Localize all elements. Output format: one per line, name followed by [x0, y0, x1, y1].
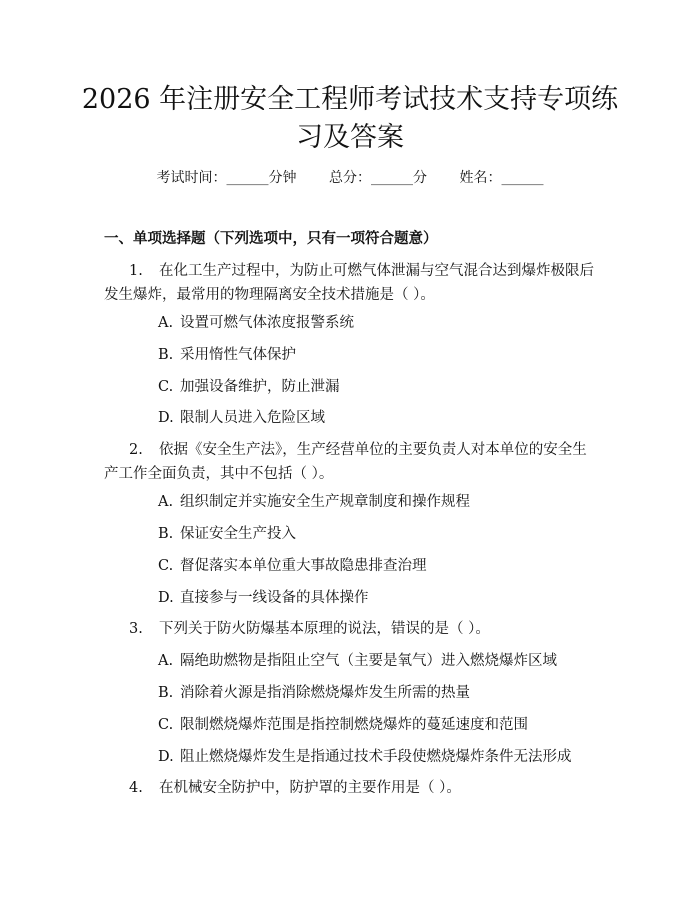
- option-3b: B. 消除着火源是指消除燃烧爆炸发生所需的热量: [158, 685, 470, 701]
- option-1d: D. 限制人员进入危险区域: [158, 410, 325, 426]
- exam-meta: [0, 168, 700, 188]
- option-1b: B. 采用惰性气体保护: [158, 347, 296, 363]
- question-number: 2.: [129, 442, 143, 458]
- question-3: [104, 617, 600, 641]
- question-stem: 在化工生产过程中，为防止可燃气体泄漏与空气混合达到爆炸极限后发生爆炸，最常用的物理隔离安全技术措施是（ ）。: [104, 263, 594, 303]
- question-stem: 依据《安全生产法》，生产经营单位的主要负责人对本单位的安全生产工作全面负责，其中不包括（ ）。: [104, 442, 587, 482]
- option-3a: A. 隔绝助燃物是指阻止空气（主要是氧气）进入燃烧爆炸区域: [158, 653, 557, 669]
- question-1: [104, 259, 600, 307]
- section-heading: 一、单项选择题（下列选项中，只有一项符合题意）: [104, 231, 438, 247]
- question-number: 4.: [129, 780, 143, 796]
- question-stem: 下列关于防火防爆基本原理的说法，错误的是（ ）。: [159, 621, 490, 637]
- question-number: 3.: [129, 621, 143, 637]
- option-2b: B. 保证安全生产投入: [158, 526, 296, 542]
- exam-total-score: 总分：______分: [329, 170, 427, 186]
- exam-time: 考试时间：______分钟: [156, 170, 297, 186]
- option-3d: D. 阻止燃烧爆炸发生是指通过技术手段使燃烧爆炸条件无法形成: [158, 749, 572, 765]
- option-2a: A. 组织制定并实施安全生产规章制度和操作规程: [158, 494, 470, 510]
- question-stem: 在机械安全防护中，防护罩的主要作用是（ ）。: [159, 780, 461, 796]
- option-1a: A. 设置可燃气体浓度报警系统: [158, 315, 354, 331]
- option-3c: C. 限制燃烧爆炸范围是指控制燃烧爆炸的蔓延速度和范围: [158, 717, 528, 733]
- question-2: [104, 438, 600, 486]
- question-number: 1.: [129, 263, 143, 279]
- question-4: [104, 776, 600, 800]
- option-1c: C. 加强设备维护，防止泄漏: [158, 379, 340, 395]
- option-2c: C. 督促落实本单位重大事故隐患排查治理: [158, 558, 427, 574]
- exam-name: 姓名：______: [459, 170, 544, 186]
- document-title-line-2: 习及答案: [296, 122, 404, 153]
- option-2d: D. 直接参与一线设备的具体操作: [158, 590, 369, 606]
- document-title-line-1: 2026 年注册安全工程师考试技术支持专项练: [81, 84, 619, 115]
